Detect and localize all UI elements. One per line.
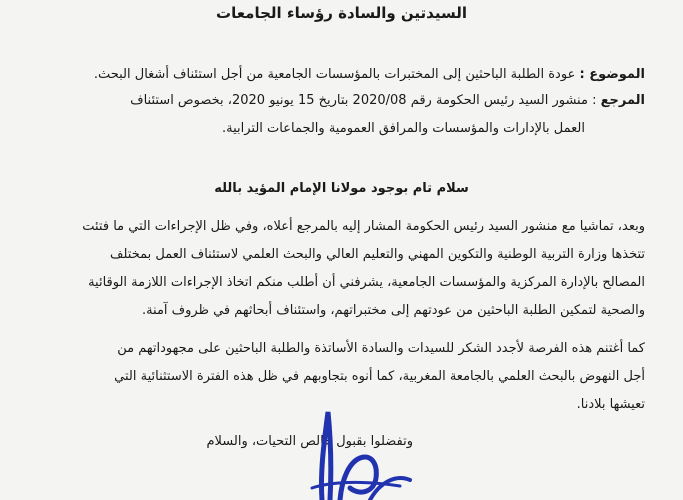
signature-scribble [300,392,420,500]
reference-line-1 [130,92,645,110]
reference-line-2: العمل بالإدارات والمؤسسات والمرافق العمومية والجماعات الترابية. [221,121,585,136]
subject-label: الموضوع : [579,67,645,82]
paragraph1-line-4: والصحية لتمكين الطلبة الباحثين من عودتهم إلى مختبراتهم، واستئناف أبحاثهم في ظروف آمنة. [141,303,645,318]
closing-line: وتفضلوا بقبول خالص التحيات، والسلام [206,434,413,449]
paragraph1-line-1: وبعد، تماشيا مع منشور السيد رئيس الحكومة المشار إليه بالمرجع أعلاه، وفي ظل الإجراءات التي ما فتئت [82,219,645,234]
salutation: سلام تام بوجود مولانا الإمام المؤيد بالله [214,181,469,196]
paragraph1-line-2: تتخذها وزارة التربية الوطنية والتكوين المهني والتعليم العالي والبحث العلمي لاستئناف العمل بمختلف [110,247,645,262]
subject-line [94,66,645,84]
reference-text-1: : منشور السيد رئيس الحكومة رقم 2020/08 بتاريخ 15 يونيو 2020، بخصوص استئناف [130,93,597,108]
reference-label: المرجع [600,93,645,108]
paragraph2-line-3: تعيشها بلادنا. [576,397,645,412]
subject-text: عودة الطلبة الباحثين إلى المختبرات بالمؤسسات الجامعية من أجل استئناف أشغال البحث. [93,67,576,82]
paragraph1-line-3: المصالح بالإدارة المركزية والمؤسسات الجامعية، يشرفني أن أطلب منكم اتخاذ الإجراءات اللازمة الوقائية [88,275,645,290]
paragraph2-line-1: كما أغتنم هذه الفرصة لأجدد الشكر للسيدات والسادة الأساتذة والطلبة الباحثين على مجهوداتهم من [117,341,645,356]
paragraph2-line-2: أجل النهوض بالبحث العلمي بالجامعة المغربية، كما أنوه بتجاوبهم في ظل هذه الفترة الاستثنائية التي [114,369,645,384]
letter-heading: السيدتين والسادة رؤساء الجامعات [216,4,467,22]
